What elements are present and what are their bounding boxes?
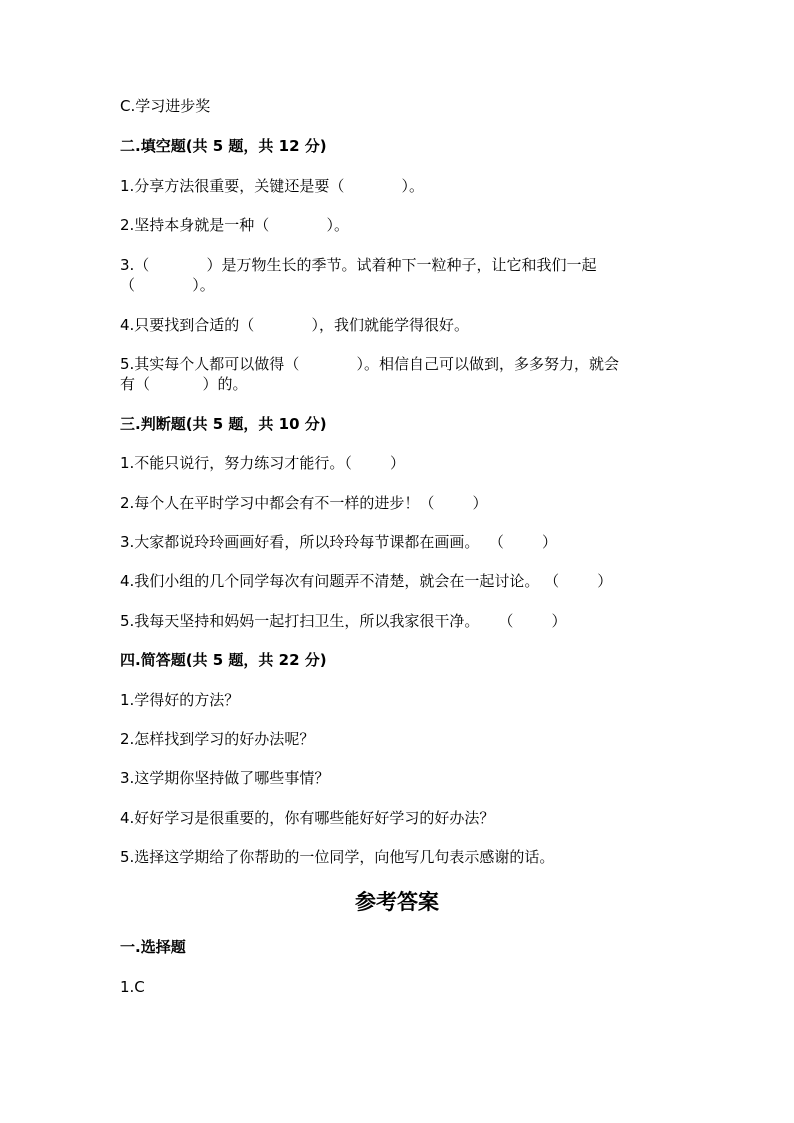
judge-question-2: 2.每个人在平时学习中都会有不一样的进步！（ ） — [120, 494, 488, 512]
short-answer-question-3: 3.这学期你坚持做了哪些事情？ — [120, 769, 330, 787]
answers-section1-heading: 一.选择题 — [120, 938, 186, 956]
fill-question-3-line1: 3.（ ）是万物生长的季节。试着种下一粒种子，让它和我们一起 — [120, 256, 597, 274]
judge-question-5: 5.我每天坚持和妈妈一起打扫卫生，所以我家很干净。 （ ） — [120, 612, 567, 630]
fill-question-3-line2: （ ）。 — [120, 276, 215, 294]
fill-question-5-line2: 有（ ）的。 — [120, 375, 248, 393]
section2-heading: 二.填空题(共 5 题，共 12 分) — [120, 137, 327, 155]
option-c-text: C.学习进步奖 — [120, 97, 211, 115]
answer-1: 1.C — [120, 978, 145, 996]
fill-question-1: 1.分享方法很重要，关键还是要（ ）。 — [120, 177, 425, 195]
judge-question-4: 4.我们小组的几个同学每次有问题弄不清楚，就会在一起讨论。 （ ） — [120, 572, 613, 590]
judge-question-3: 3.大家都说玲玲画画好看，所以玲玲每节课都在画画。 （ ） — [120, 533, 557, 551]
section4-heading: 四.简答题(共 5 题，共 22 分) — [120, 651, 327, 669]
judge-question-1: 1.不能只说行，努力练习才能行。（ ） — [120, 454, 405, 472]
short-answer-question-4: 4.好好学习是很重要的，你有哪些能好好学习的好办法？ — [120, 809, 495, 827]
fill-question-5-line1: 5.其实每个人都可以做得（ ）。相信自己可以做到，多多努力，就会 — [120, 355, 620, 373]
fill-question-4: 4.只要找到合适的（ ），我们就能学得很好。 — [120, 316, 470, 334]
short-answer-question-5: 5.选择这学期给了你帮助的一位同学，向他写几句表示感谢的话。 — [120, 848, 555, 866]
short-answer-question-1: 1.学得好的方法？ — [120, 691, 240, 709]
short-answer-question-2: 2.怎样找到学习的好办法呢？ — [120, 730, 315, 748]
section3-heading: 三.判断题(共 5 题，共 10 分) — [120, 415, 327, 433]
fill-question-2: 2.坚持本身就是一种（ ）。 — [120, 216, 350, 234]
answers-title: 参考答案 — [355, 889, 439, 914]
